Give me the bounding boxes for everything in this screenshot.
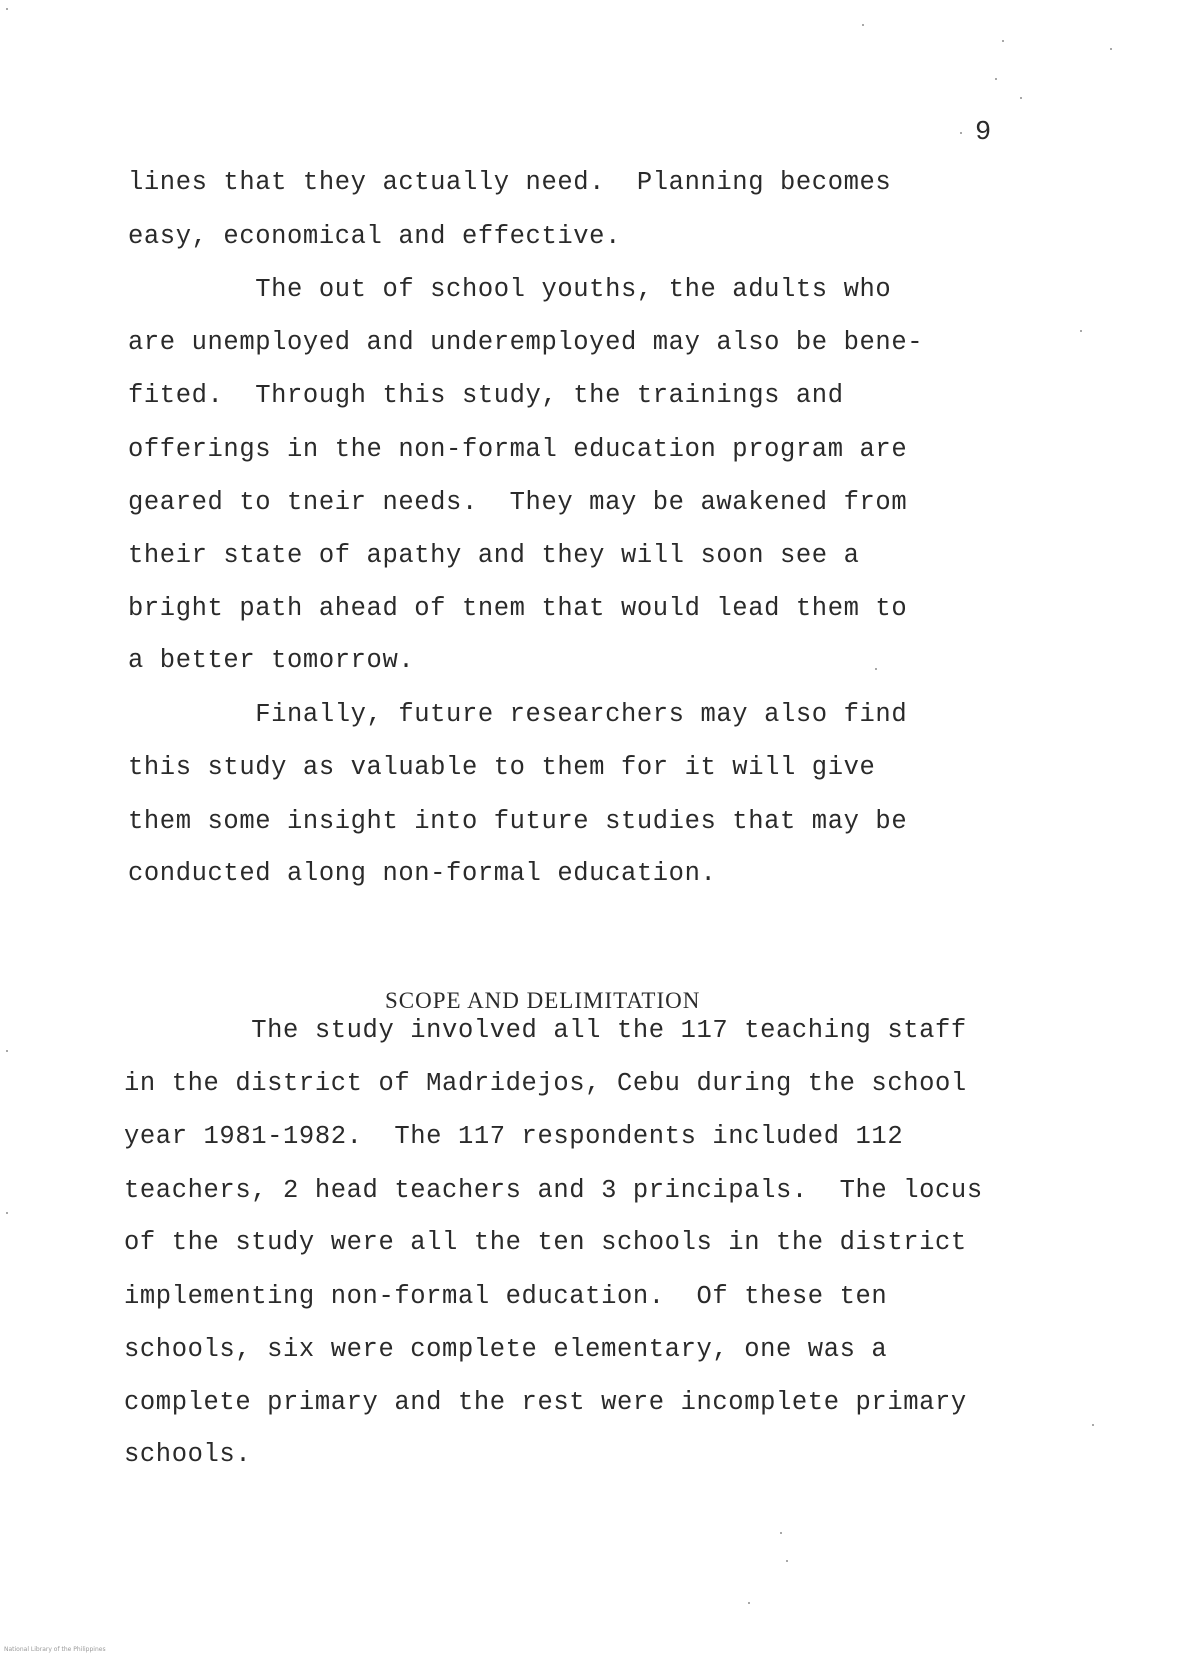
text-line: geared to tneir needs. They may be awakened from [128, 488, 908, 517]
text-line: them some insight into future studies that may be [128, 807, 908, 836]
scan-speck [1110, 48, 1112, 50]
text-line: are unemployed and underemployed may also be bene- [128, 328, 924, 357]
text-line: a better tomorrow. [128, 646, 415, 675]
scan-speck [960, 132, 962, 134]
scan-speck [1080, 330, 1082, 332]
text-line: bright path ahead of tnem that would lead them to [128, 594, 908, 623]
scan-speck [6, 1212, 8, 1214]
scan-speck [748, 1602, 750, 1604]
text-line: fited. Through this study, the trainings and [128, 381, 844, 410]
section-heading: SCOPE AND DELIMITATION [385, 988, 701, 1013]
scan-speck [1002, 40, 1004, 42]
text-line: teachers, 2 head teachers and 3 principals. The locus [124, 1176, 983, 1205]
text-line: The out of school youths, the adults who [128, 275, 892, 304]
text-line: of the study were all the ten schools in the district [124, 1228, 967, 1257]
scan-speck [6, 8, 8, 10]
text-line: The study involved all the 117 teaching staff [124, 1016, 967, 1045]
scan-speck [1020, 97, 1022, 99]
text-line: easy, economical and effective. [128, 222, 621, 251]
scan-speck [862, 24, 864, 26]
scan-speck [875, 668, 877, 670]
text-line: offerings in the non-formal education program are [128, 435, 908, 464]
text-line: complete primary and the rest were incomplete primary [124, 1388, 967, 1417]
text-line: schools. [124, 1440, 252, 1469]
text-line: in the district of Madridejos, Cebu during the school [124, 1069, 967, 1098]
scan-speck [995, 78, 997, 80]
text-line: Finally, future researchers may also find [128, 700, 908, 729]
text-line: lines that they actually need. Planning becomes [128, 168, 892, 197]
scan-speck [6, 1050, 8, 1052]
text-line: implementing non-formal education. Of these ten [124, 1282, 888, 1311]
text-line: schools, six were complete elementary, one was a [124, 1335, 888, 1364]
scan-speck [786, 1560, 788, 1562]
text-line: this study as valuable to them for it will give [128, 753, 876, 782]
text-line: their state of apathy and they will soon see a [128, 541, 860, 570]
text-line: conducted along non-formal education. [128, 859, 717, 888]
scan-speck [1092, 1424, 1094, 1426]
page-number: 9 [975, 118, 993, 148]
scan-footer: National Library of the Philippines [4, 1646, 106, 1653]
text-line: year 1981-1982. The 117 respondents included 112 [124, 1122, 904, 1151]
scan-speck [780, 1532, 782, 1534]
